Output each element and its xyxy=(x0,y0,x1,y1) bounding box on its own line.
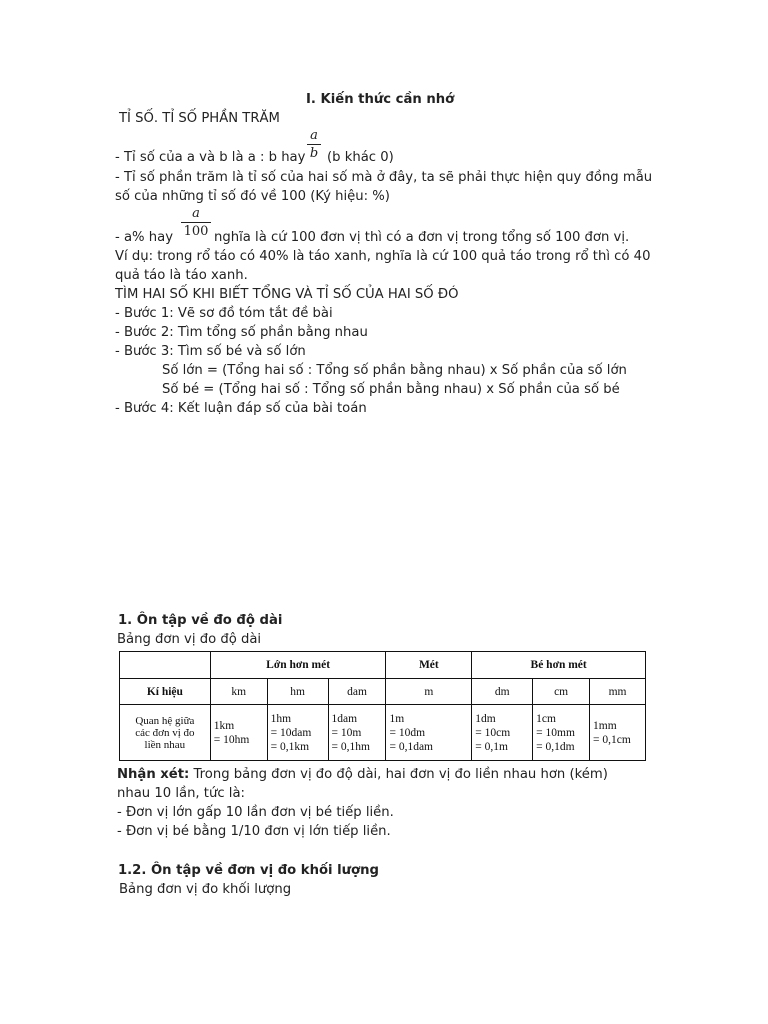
unit-km: km xyxy=(210,679,267,705)
example-line-2: quả táo là táo xanh. xyxy=(115,268,248,283)
relation-line: = 0,1cm xyxy=(593,733,631,746)
relation-mm xyxy=(590,705,646,761)
fraction-numerator: a xyxy=(310,128,318,143)
relation-label-line: liền nhau xyxy=(144,738,186,751)
row-label-relation xyxy=(120,705,211,761)
ratio-condition: (b khác 0) xyxy=(327,150,394,165)
relation-line: 1dam xyxy=(331,712,358,725)
heading-sum-ratio: TÌM HAI SỐ KHI BIẾT TỔNG VÀ TỈ SỐ CỦA HAI SỐ ĐÓ xyxy=(115,287,459,302)
relation-line: 1hm xyxy=(270,712,292,725)
relation-line: = 10dam xyxy=(270,726,312,739)
relation-line: 1km xyxy=(213,719,235,732)
row-label-symbol: Kí hiệu xyxy=(120,679,211,705)
unit-dm: dm xyxy=(472,679,533,705)
relation-line: = 10hm xyxy=(213,733,250,746)
fraction-a-over-b xyxy=(307,128,321,161)
mass-table-caption: Bảng đơn vị đo khối lượng xyxy=(119,882,292,897)
fraction-a-over-100 xyxy=(181,206,211,239)
length-table-caption: Bảng đơn vị đo độ dài xyxy=(117,632,262,647)
relation-line: = 0,1dm xyxy=(536,740,575,753)
relation-line: = 0,1m xyxy=(475,740,508,753)
header-smaller-than-meter: Bé hơn mét xyxy=(472,652,646,679)
header-bigger-than-meter: Lớn hơn mét xyxy=(210,652,386,679)
relation-line: = 10dm xyxy=(389,726,426,739)
relation-line: = 0,1dam xyxy=(389,740,433,753)
fraction-denominator: b xyxy=(309,146,319,161)
unit-dam: dam xyxy=(328,679,386,705)
table-cell-empty xyxy=(120,652,211,679)
relation-line: 1cm xyxy=(536,712,556,725)
unit-mm: mm xyxy=(590,679,646,705)
relation-line: = 0,1km xyxy=(270,740,310,753)
fraction-bar xyxy=(181,222,211,223)
subheading-ratio: TỈ SỐ. TỈ SỐ PHẦN TRĂM xyxy=(119,111,280,126)
relation-hm xyxy=(267,705,328,761)
relation-label-line: Quan hệ giữa xyxy=(135,714,195,727)
relation-cm xyxy=(533,705,590,761)
step-3: - Bước 3: Tìm số bé và số lớn xyxy=(115,344,306,359)
table-row xyxy=(120,679,646,705)
a-percent-meaning: nghĩa là cứ 100 đơn vị thì có a đơn vị trong tổng số 100 đơn vị. xyxy=(214,230,630,245)
remark-text: Trong bảng đơn vị đo độ dài, hai đơn vị đo liền nhau hơn (kém) xyxy=(193,767,608,782)
relation-line: 1m xyxy=(389,712,405,725)
percent-definition-line-2: số của những tỉ số đó về 100 (Ký hiệu: %) xyxy=(115,189,390,204)
table-row xyxy=(120,705,646,761)
relation-km xyxy=(210,705,267,761)
unit-cm: cm xyxy=(533,679,590,705)
length-section-title: 1. Ôn tập về đo độ dài xyxy=(118,613,283,628)
remark-line-2: nhau 10 lần, tức là: xyxy=(117,786,245,801)
relation-m xyxy=(386,705,472,761)
relation-dm xyxy=(472,705,533,761)
relation-line: 1dm xyxy=(475,712,496,725)
section-title: I. Kiến thức cần nhớ xyxy=(306,92,455,107)
relation-line: = 0,1hm xyxy=(331,740,370,753)
a-percent-text: - a% hay xyxy=(115,230,173,245)
step-2: - Bước 2: Tìm tổng số phần bằng nhau xyxy=(115,325,368,340)
relation-dam xyxy=(328,705,386,761)
fraction-numerator: a xyxy=(192,206,200,221)
unit-hm: hm xyxy=(267,679,328,705)
remark-line-3: - Đơn vị lớn gấp 10 lần đơn vị bé tiếp liền. xyxy=(117,805,394,820)
fraction-bar xyxy=(307,144,321,145)
remark-line-4: - Đơn vị bé bằng 1/10 đơn vị lớn tiếp liền. xyxy=(117,824,391,839)
step-1: - Bước 1: Vẽ sơ đồ tóm tắt đề bài xyxy=(115,306,333,321)
relation-line: 1mm xyxy=(593,719,617,732)
step-4: - Bước 4: Kết luận đáp số của bài toán xyxy=(115,401,367,416)
unit-m: m xyxy=(386,679,472,705)
percent-definition-line-1: - Tỉ số phần trăm là tỉ số của hai số mà ở đây, ta sẽ phải thực hiện quy đồng mẫu xyxy=(115,170,653,185)
example-line-1: Ví dụ: trong rổ táo có 40% là táo xanh, nghĩa là cứ 100 quả táo trong rổ thì có 40 xyxy=(115,249,651,264)
relation-line: = 10mm xyxy=(536,726,575,739)
relation-line: = 10m xyxy=(331,726,362,739)
table-row xyxy=(120,652,646,679)
remark-line-1 xyxy=(117,765,608,784)
ratio-definition: - Tỉ số của a và b là a : b hay xyxy=(115,150,306,165)
remark-label: Nhận xét: xyxy=(117,767,190,782)
mass-section-title: 1.2. Ôn tập về đơn vị đo khối lượng xyxy=(118,863,379,878)
header-meter: Mét xyxy=(386,652,472,679)
fraction-denominator: 100 xyxy=(183,224,209,239)
formula-big-number: Số lớn = (Tổng hai số : Tổng số phần bằng nhau) x Số phần của số lớn xyxy=(162,363,627,378)
length-units-table xyxy=(119,651,646,761)
relation-line: = 10cm xyxy=(475,726,511,739)
formula-small-number: Số bé = (Tổng hai số : Tổng số phần bằng nhau) x Số phần của số bé xyxy=(162,382,620,397)
relation-label-line: các đơn vị đo xyxy=(135,726,195,739)
